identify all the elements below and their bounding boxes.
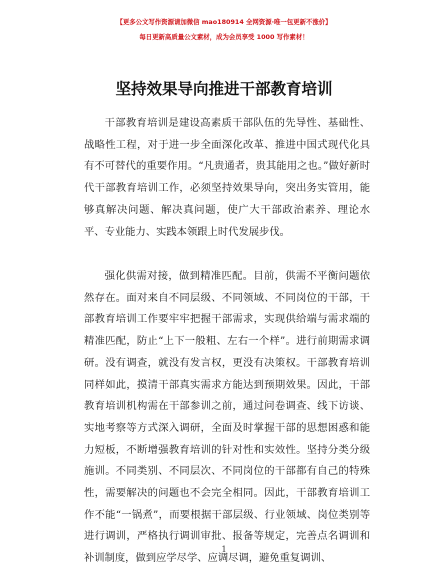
body-paragraph-2: 强化供需对接，做到精准匹配。目前，供需不平衡问题依然存在。面对来自不同层级、不同领域、不同岗位的干部，干部教育培训工作要牢牢把握干部需求，实现供给端与需求端的精准匹配，防止“上下一般粗、左右一个样”。进行前期需求调研。没有调查，就没有发言权，更没有决策权。干部教育培训同样如此，摸清干部真实需求方能达到预期效果。因此，干部教育培训机构需在干部参训之前，通过问卷调查、线下访谈、实地考察等方式深入调研，全面及时掌握干部的思想困惑和能力短板，不断增强教育培训的针对性和实效性。坚持分类分级施训。不同类别、不同层次、不同岗位的干部都有自己的特殊性，需要解决的问题也不会完全相同。因此，干部教育培训工作不能“一锅煮”，而要根据干部层级、行业领域、岗位类别等进行调训，严格执行调训审批、报备等规定，完善点名调训和补训制度，做到应学尽学、应调尽调，避免重复调训、: [84, 270, 370, 565]
promo-banner-line-2: 每日更新高质量公文素材，成为会员享受 1000 写作素材！: [139, 33, 309, 41]
page-number: 1: [221, 545, 227, 554]
body-paragraph-1: 干部教育培训是建设高素质干部队伍的先导性、基础性、战略性工程，对于进一步全面深化改革、推进中国式现代化具有不可替代的重要作用。“凡贵通者，贵其能用之也。”做好新时代干部教育培训工作，必须坚持效果导向，突出务实管用，能够真解决问题、解决真问题，使广大干部政治素养、理论水平、专业能力、实践本领跟上时代发展步伐。: [84, 117, 370, 238]
promo-banner-line-1: 【更多公文写作资源请加微信 mao180914 全网资源·唯一包更新不涨价】: [116, 18, 332, 26]
document-title: 坚持效果导向推进干部教育培训: [115, 80, 333, 98]
